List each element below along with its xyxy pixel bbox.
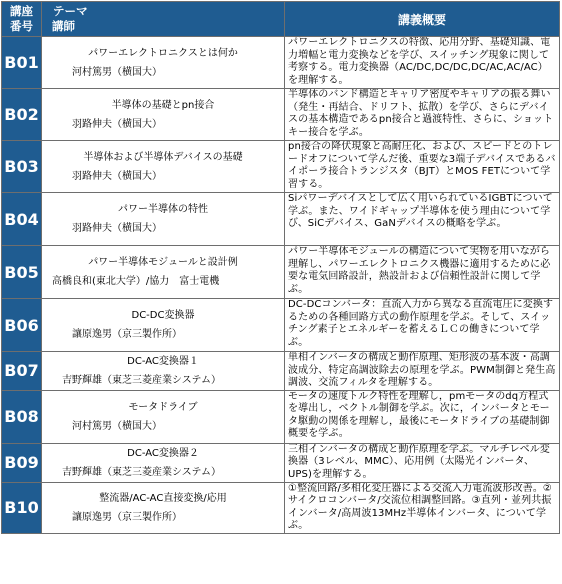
- course-description: DC-DCコンバータ：直流入力から異なる直流電圧に変換するための各種回路方式の動作原理を学ぶ。そして、スイッチング素子とエネルギーを蓄えるＬＣの働きについて学ぶ。: [285, 299, 560, 352]
- course-title: DC-AC変換器１: [127, 355, 199, 367]
- course-theme: [42, 37, 285, 89]
- table-header-row: [2, 2, 560, 37]
- course-title: パワー半導体の特性: [118, 204, 208, 215]
- course-description: パワー半導体モジュールの構造について実物を用いながら理解し、パワーエレクトロニクス機器に適用するために必要な電気回路設計，熱設計および信頼性設計に関して学ぶ。: [285, 246, 560, 299]
- header-code-line2: 番号: [10, 19, 33, 33]
- course-title: 半導体および半導体デバイスの基礎: [83, 151, 243, 163]
- course-theme: [42, 390, 285, 443]
- course-description: ①整流回路/多相化変圧器による交流入力電流波形改善。②サイクロコンバータ/交流位相調整回路。③直列・並列共振インバータ/高周波13MHz半導体インバータ、について学ぶ。: [285, 482, 560, 533]
- course-theme: [42, 482, 285, 533]
- course-theme: [42, 443, 285, 482]
- course-code: B04: [2, 193, 42, 246]
- course-lecturer: 河村篤男（横国大）: [72, 420, 162, 432]
- course-code: B06: [2, 299, 42, 352]
- course-code: B05: [2, 246, 42, 299]
- course-code: B10: [2, 482, 42, 533]
- course-description: 単相インバータの構成と動作原理、矩形波の基本波・高調波成分、特定高調波除去の原理を学ぶ。PWM制御と発生高調波、交流フィルタを理解する。: [285, 352, 560, 391]
- course-lecturer: 羽路伸夫（横国大）: [72, 223, 162, 234]
- course-description: モータの速度トルク特性を理解し，pmモータのdq方程式を導出し，ベクトル制御を学ぶ。次に，インバータとモータ駆動の関係を理解し，最後にモータドライブの基礎制御概要を学ぶ。: [285, 390, 560, 443]
- header-description: 講義概要: [285, 2, 560, 37]
- course-lecturer: 高橋良和(東北大学）/協力 富士電機: [52, 276, 220, 287]
- course-description: Siパワーデバイスとして広く用いられているIGBTについて学ぶ。また、ワイドギャップ半導体を使う理由について学び、SiCデバイス、GaNデバイスの概略を学ぶ。: [285, 193, 560, 246]
- course-lecturer: 羽路伸夫（横国大）: [72, 118, 162, 130]
- course-code: B08: [2, 390, 42, 443]
- course-title: モータドライブ: [128, 401, 198, 413]
- table-row: [2, 390, 560, 443]
- course-title: DC-AC変換器２: [127, 447, 199, 459]
- course-lecturer: 羽路伸夫（横国大）: [72, 170, 162, 182]
- course-theme: [42, 193, 285, 246]
- header-theme-line2: 講師: [52, 19, 75, 33]
- header-code-line1: 講座: [10, 4, 33, 18]
- course-code: B02: [2, 89, 42, 141]
- header-theme-line1: テーマ: [53, 4, 88, 18]
- table-row: [2, 352, 560, 391]
- course-code: B07: [2, 352, 42, 391]
- table-row: [2, 299, 560, 352]
- table-row: [2, 37, 560, 89]
- course-title: DC-DC変換器: [131, 310, 195, 321]
- course-theme: [42, 299, 285, 352]
- table-row: [2, 193, 560, 246]
- course-lecturer: 吉野輝雄（東芝三菱産業システム）: [62, 466, 221, 478]
- course-lecturer: 河村篤男（横国大）: [72, 66, 162, 78]
- course-description: パワーエレクトロニクスの特徴、応用分野、基礎知識、電力増幅と電力変換などを学び、スイッチング現象に関して考察する。電力変換器（AC/DC,DC/DC,DC/AC,AC/AC）を理解する。: [285, 37, 560, 89]
- course-code: B01: [2, 37, 42, 89]
- course-title: パワー半導体モジュールと設計例: [88, 257, 238, 268]
- course-title: 整流器/AC-AC直接変換/応用: [99, 492, 227, 504]
- course-lecturer: 吉野輝雄（東芝三菱産業システム）: [62, 374, 221, 386]
- course-title: パワーエレクトロニクスとは何か: [88, 47, 238, 59]
- course-description: 半導体のバンド構造とキャリア密度やキャリアの振る舞い（発生・再結合、ドリフト、拡散）を学び、さらにデバイスの基本構造であるpn接合と過渡特性、さらに、ショットキー接合を学ぶ。: [285, 89, 560, 141]
- course-table: [1, 1, 560, 534]
- course-theme: [42, 246, 285, 299]
- course-description: pn接合の降伏現象と高耐圧化、および、スピードとのトレードオフについて学んだ後、重要な3端子デバイスであるバイポーラ接合トランジスタ（BJT）とMOS FETについて学習する。: [285, 141, 560, 193]
- course-lecturer: 讓原逸男（京三製作所）: [72, 511, 182, 523]
- course-code: B03: [2, 141, 42, 193]
- course-theme: [42, 89, 285, 141]
- course-title: 半導体の基礎とpn接合: [111, 99, 215, 111]
- table-row: [2, 89, 560, 141]
- course-theme: [42, 141, 285, 193]
- table-row: [2, 443, 560, 482]
- course-description: 三相インバータの構成と動作原理を学ぶ。マルチレベル変換器（3レベル、MMC）、応用例（太陽光インバータ、UPS)を理解する。: [285, 443, 560, 482]
- course-lecturer: 讓原逸男（京三製作所）: [72, 329, 182, 340]
- table-row: [2, 246, 560, 299]
- table-row: [2, 141, 560, 193]
- header-theme: [42, 2, 285, 37]
- course-code: B09: [2, 443, 42, 482]
- header-code: [2, 2, 42, 37]
- course-theme: [42, 352, 285, 391]
- table-row: [2, 482, 560, 533]
